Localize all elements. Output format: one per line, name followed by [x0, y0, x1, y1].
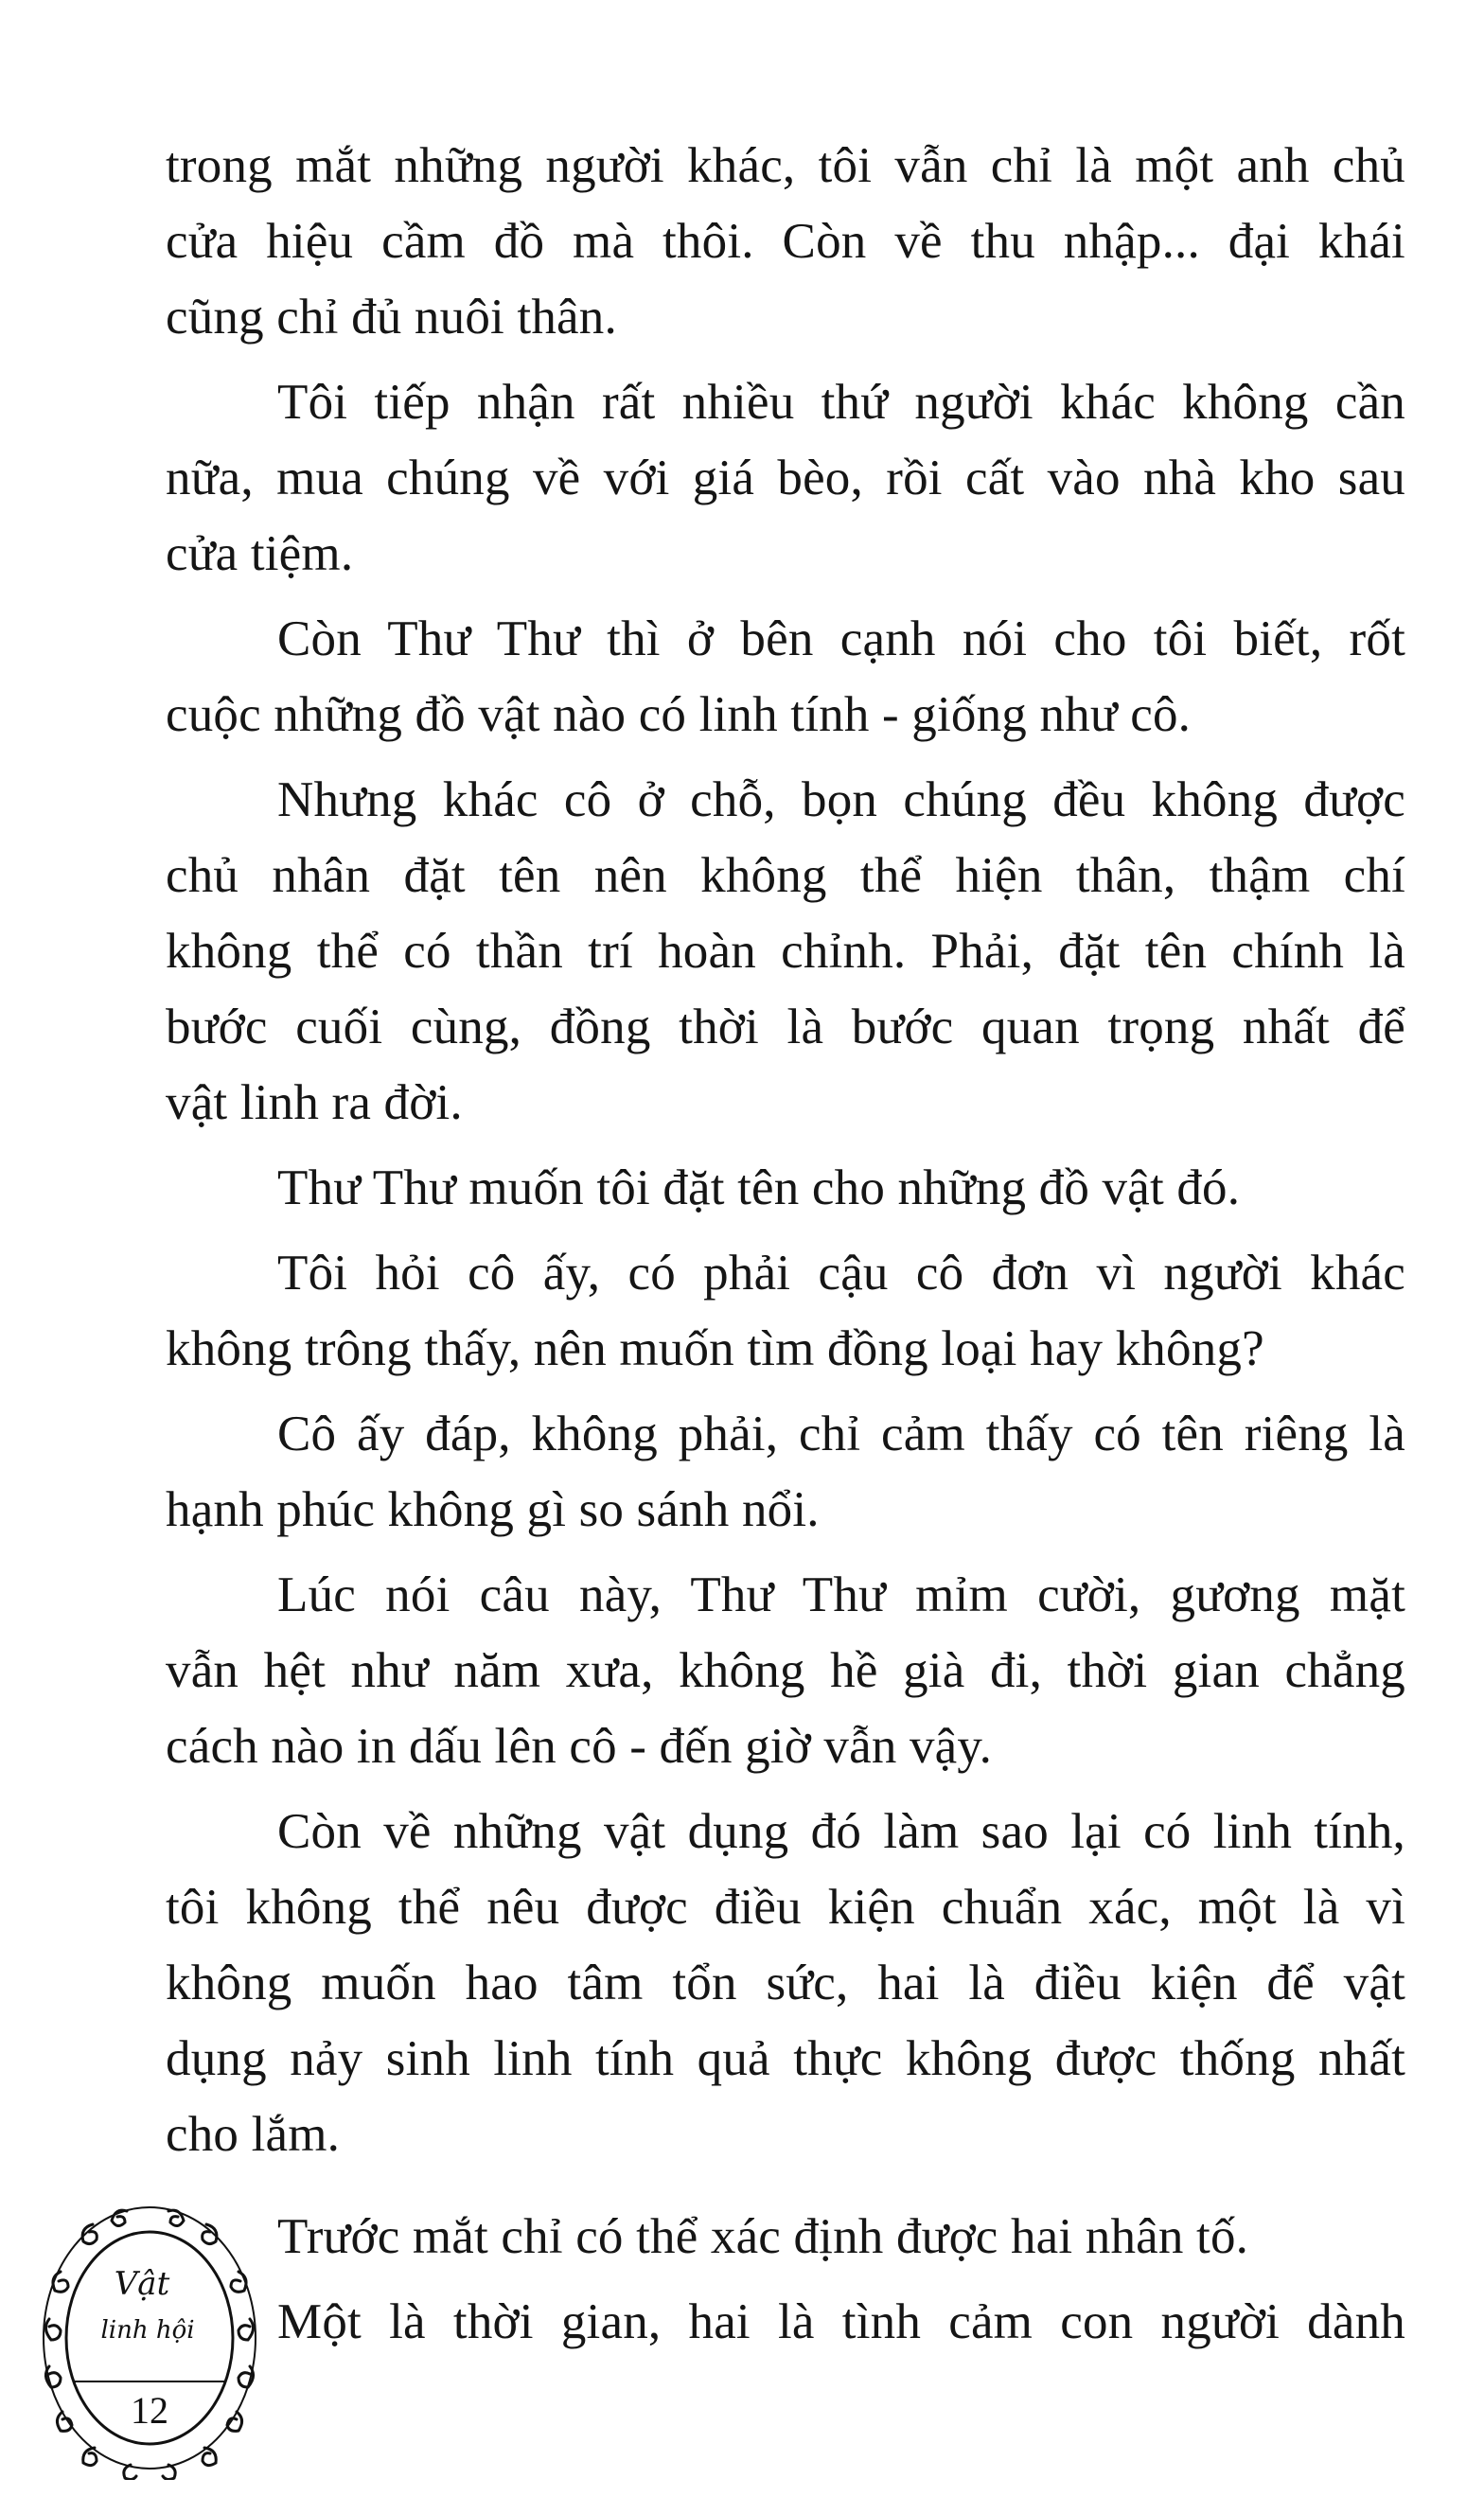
- body-text: [166, 128, 1405, 2360]
- text-line: bước cuối cùng, đồng thời là bước quan trọng nhất để: [166, 1000, 1405, 1054]
- text-line: hạnh phúc không gì so sánh nổi.: [166, 1482, 820, 1537]
- paragraph-start-line: Còn về những vật dụng đó làm sao lại có linh tính,: [277, 1804, 1405, 1859]
- paragraph-start-line: Thư Thư muốn tôi đặt tên cho những đồ vật đó.: [277, 1160, 1241, 1215]
- text-line: không trông thấy, nên muốn tìm đồng loại hay không?: [166, 1321, 1264, 1376]
- text-line: cuộc những đồ vật nào có linh tính - giống như cô.: [166, 687, 1192, 742]
- paragraph-start-line: Nhưng khác cô ở chỗ, bọn chúng đều không được: [277, 772, 1405, 827]
- paragraph-start-line: Tôi tiếp nhận rất nhiều thứ người khác không cần: [277, 375, 1405, 430]
- paragraph-start-line: Một là thời gian, hai là tình cảm con người dành: [277, 2294, 1405, 2349]
- paragraph-start-line: Tôi hỏi cô ấy, có phải cậu cô đơn vì người khác: [277, 1246, 1405, 1301]
- paragraph-start-line: Cô ấy đáp, không phải, chỉ cảm thấy có tên riêng là: [277, 1407, 1405, 1461]
- page-number: 12: [131, 2389, 168, 2432]
- text-line: cửa hiệu cầm đồ mà thôi. Còn về thu nhập... đại khái: [166, 214, 1405, 269]
- text-line: cách nào in dấu lên cô - đến giờ vẫn vậy.: [166, 1719, 993, 1774]
- page-footer-emblem: [36, 2196, 263, 2480]
- text-line: nữa, mua chúng về với giá bèo, rồi cất vào nhà kho sau: [166, 451, 1405, 505]
- text-line: không thể có thần trí hoàn chỉnh. Phải, đặt tên chính là: [166, 924, 1405, 979]
- paragraph-start-line: Lúc nói câu này, Thư Thư mỉm cười, gương mặt: [277, 1567, 1405, 1622]
- text-line: cũng chỉ đủ nuôi thân.: [166, 290, 617, 345]
- text-line: vật linh ra đời.: [166, 1075, 463, 1130]
- text-line: tôi không thể nêu được điều kiện chuẩn xác, một là vì: [166, 1880, 1405, 1935]
- book-title-line-2: linh hội: [100, 2316, 195, 2345]
- text-line: chủ nhân đặt tên nên không thể hiện thân, thậm chí: [166, 848, 1405, 903]
- text-line: trong mắt những người khác, tôi vẫn chỉ là một anh chủ: [166, 138, 1405, 193]
- paragraph-start-line: Trước mắt chỉ có thể xác định được hai nhân tố.: [277, 2209, 1249, 2264]
- book-title-line-1: Vật: [114, 2265, 170, 2303]
- text-line: không muốn hao tâm tổn sức, hai là điều kiện để vật: [166, 1956, 1405, 2010]
- paragraph-start-line: Còn Thư Thư thì ở bên cạnh nói cho tôi biết, rốt: [277, 611, 1405, 666]
- text-line: cho lắm.: [166, 2107, 341, 2162]
- ornamental-frame-icon: [36, 2196, 263, 2480]
- text-line: cửa tiệm.: [166, 526, 354, 581]
- text-line: dụng nảy sinh linh tính quả thực không được thống nhất: [166, 2031, 1405, 2086]
- text-line: vẫn hệt như năm xưa, không hề già đi, thời gian chẳng: [166, 1643, 1405, 1698]
